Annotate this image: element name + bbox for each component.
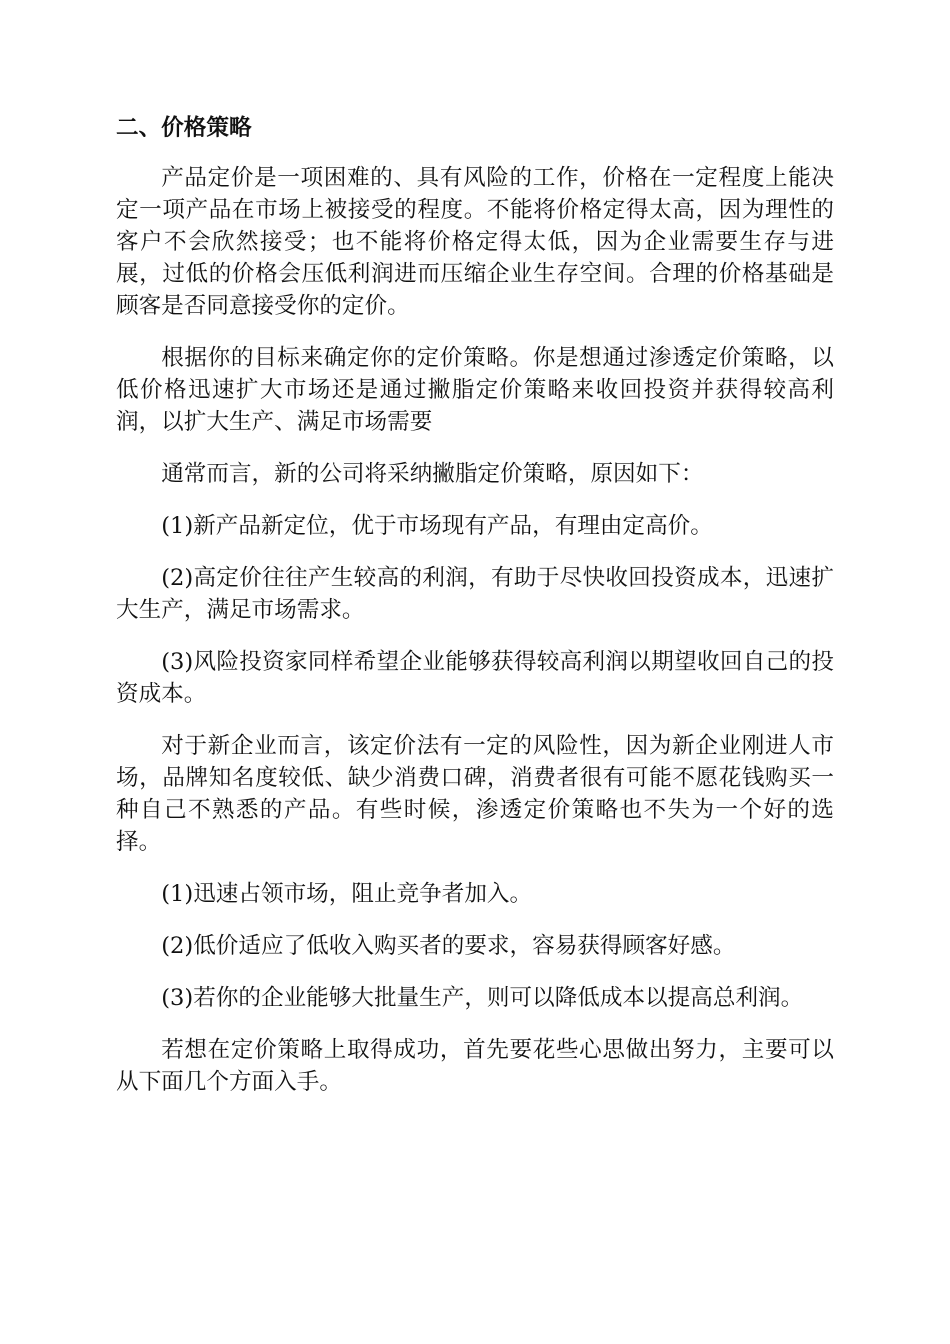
paragraph: 通常而言，新的公司将采纳撇脂定价策略，原因如下： — [161, 461, 704, 487]
document-page — [116, 112, 834, 1118]
paragraph: 根据你的目标来确定你的定价策略。你是想通过渗透定价策略，以低价格迅速扩大市场还是通过撇脂定价策略来收回投资并获得较高利润，以扩大生产、满足市场需要 — [116, 345, 834, 435]
list-item: (2)高定价往往产生较高的利润，有助于尽快收回投资成本，迅速扩大生产，满足市场需求。 — [116, 565, 834, 623]
paragraph: 若想在定价策略上取得成功，首先要花些心思做出努力，主要可以从下面几个方面入手。 — [116, 1037, 834, 1095]
list-item: (1)迅速占领市场，阻止竞争者加入。 — [161, 881, 533, 907]
list-item: (2)低价适应了低收入购买者的要求，容易获得顾客好感。 — [161, 933, 736, 959]
list-item: (3)若你的企业能够大批量生产，则可以降低成本以提高总利润。 — [161, 985, 804, 1011]
list-item: (3)风险投资家同样希望企业能够获得较高利润以期望收回自己的投资成本。 — [116, 649, 834, 707]
paragraph: 产品定价是一项困难的、具有风险的工作，价格在一定程度上能决定一项产品在市场上被接受的程度。不能将价格定得太高，因为理性的客户不会欣然接受；也不能将价格定得太低，因为企业需要生存与进展，过低的价格会压低利润进而压缩企业生存空间。合理的价格基础是顾客是否同意接受你的定价。 — [116, 165, 834, 319]
paragraph: 对于新企业而言，该定价法有一定的风险性，因为新企业刚进人市场，品牌知名度较低、缺少消费口碑，消费者很有可能不愿花钱购买一种自己不熟悉的产品。有些时候，渗透定价策略也不失为一个好的选择。 — [116, 733, 834, 855]
section-heading: 二、价格策略 — [116, 115, 252, 141]
list-item: (1)新产品新定位，优于市场现有产品，有理由定高价。 — [161, 513, 713, 539]
